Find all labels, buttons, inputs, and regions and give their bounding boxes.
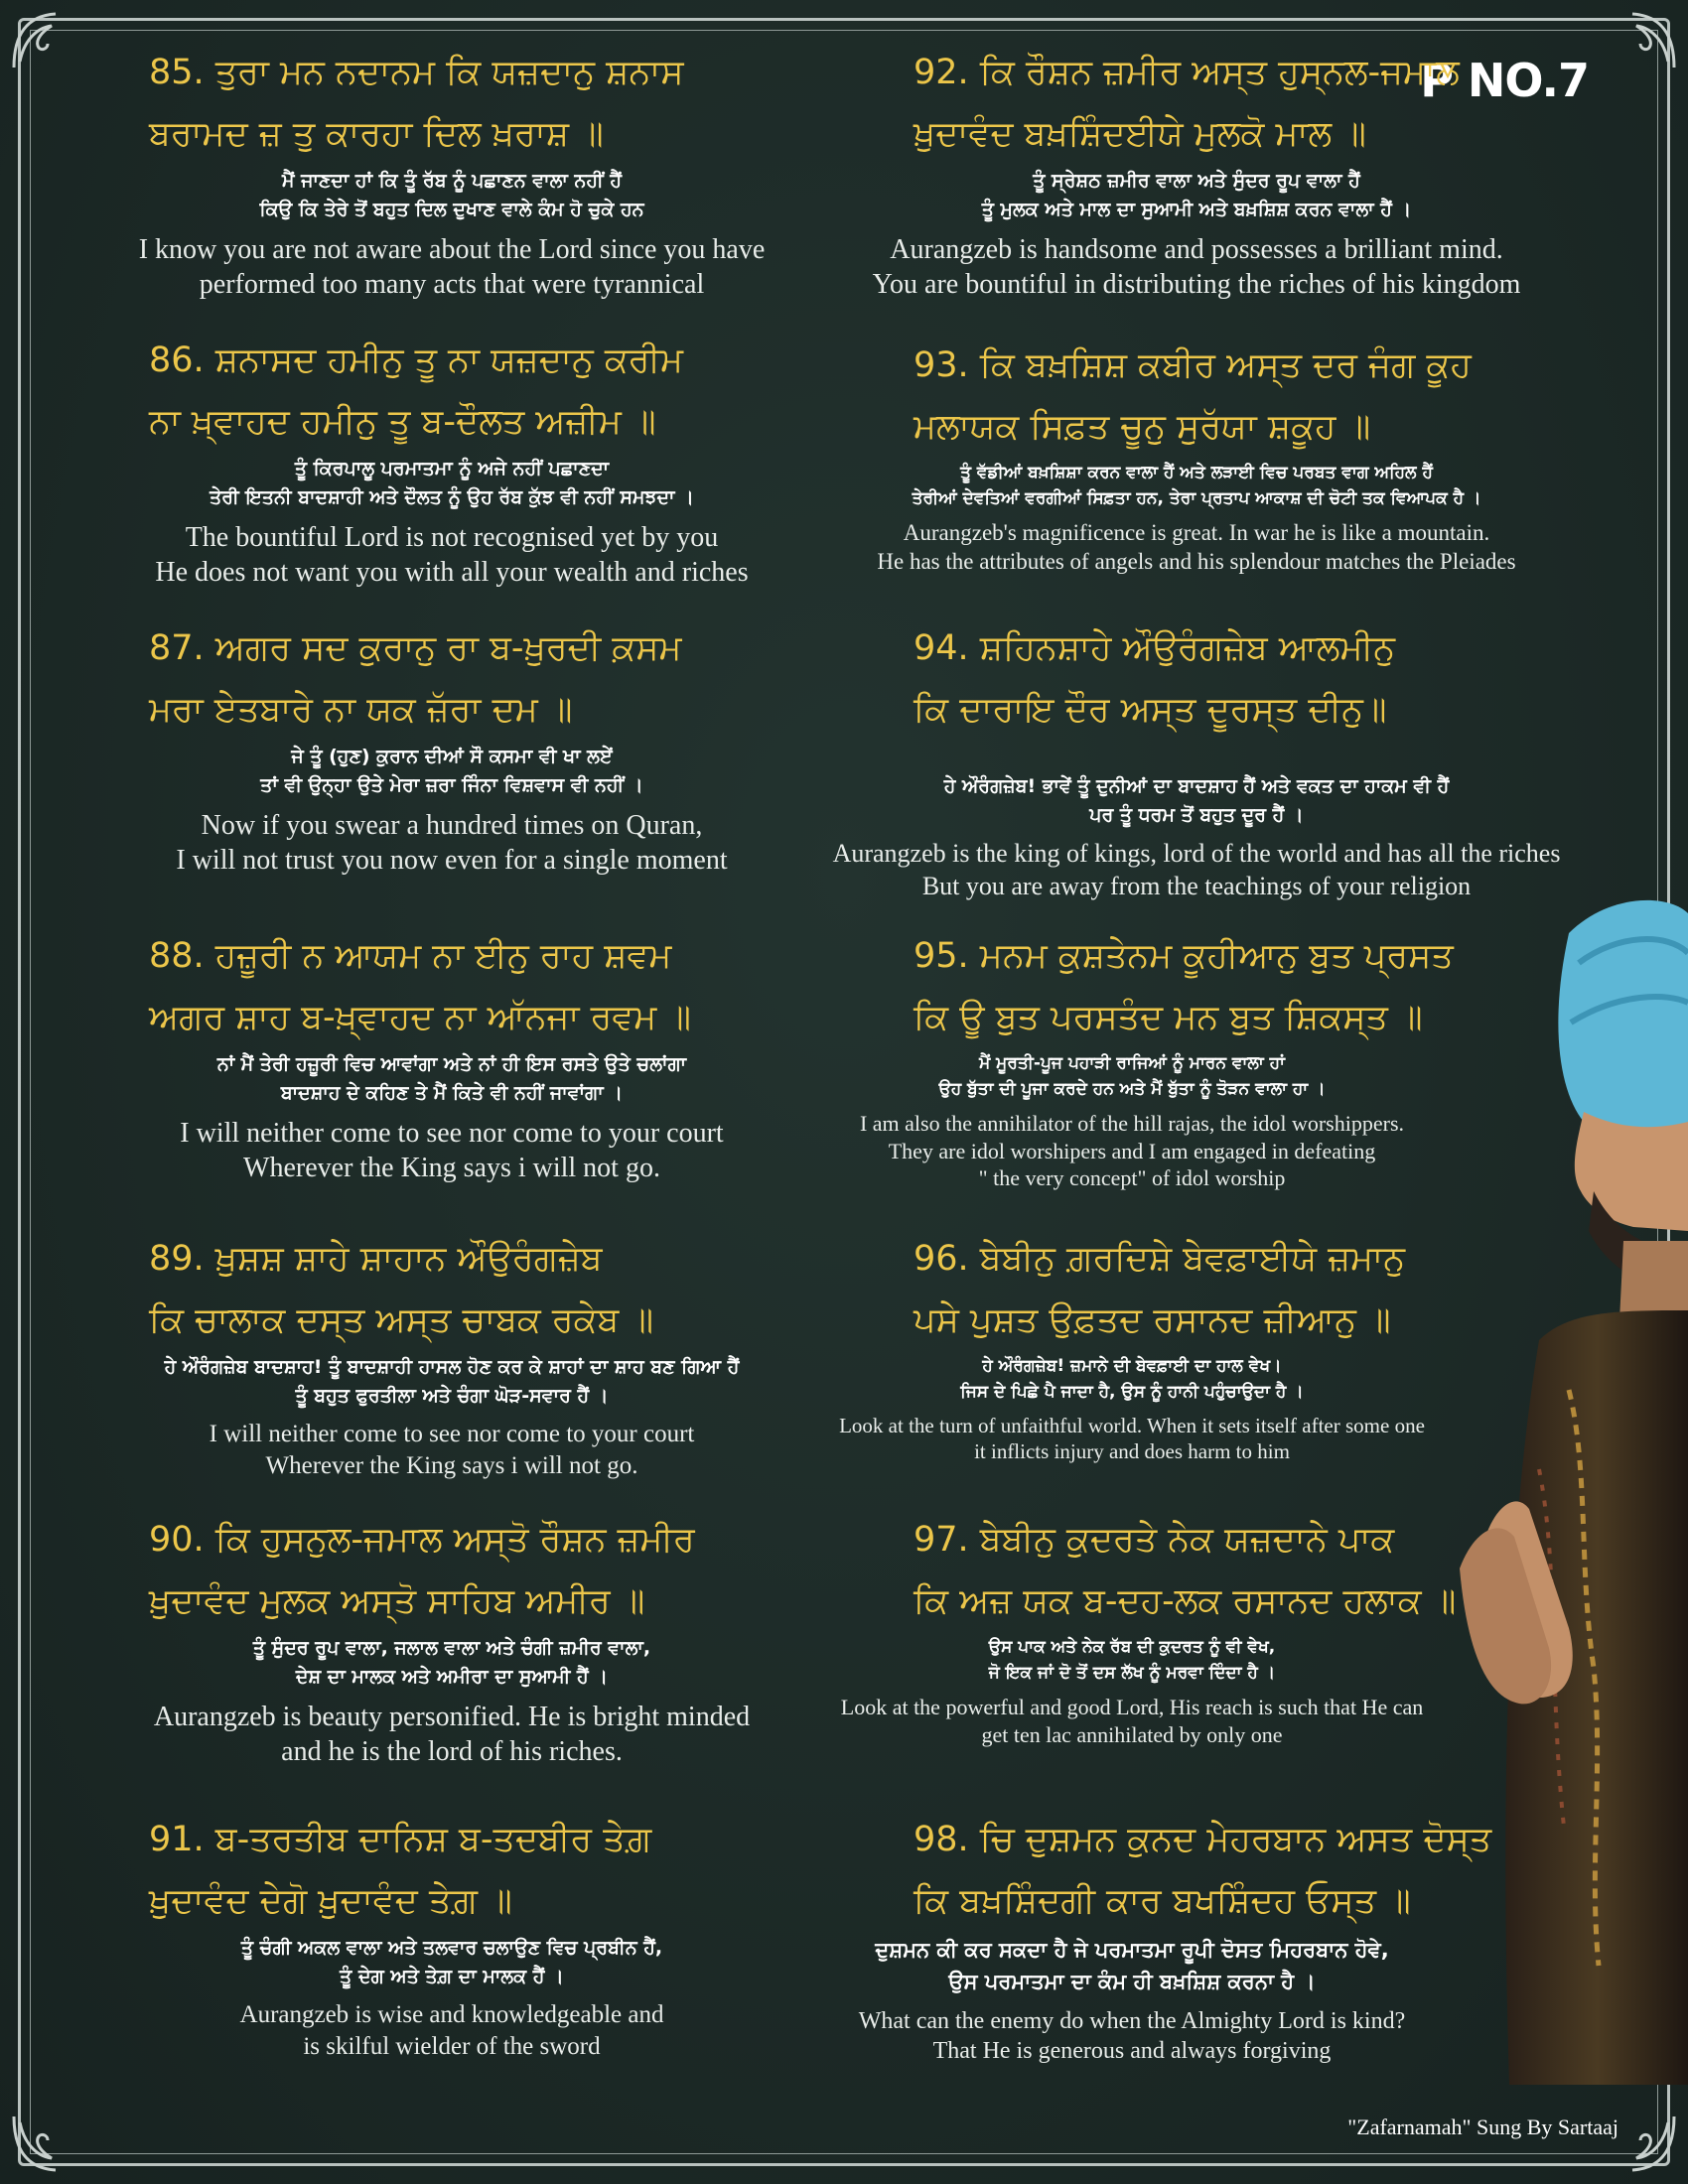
verse-gurmukhi-line-2: ਮਲਾਯਕ ਸਿਫ਼ਤ ਚੂਨੁ ਸੁਰੱਯਾ ਸ਼ਕੂਹ ॥ — [914, 406, 1371, 447]
verse-85 — [70, 52, 834, 302]
verse-gurmukhi-line-2: ਮਰਾ ਏਤਬਾਰੇ ਨਾ ਯਕ ਜ਼ੱਰਾ ਦਮ ॥ — [149, 689, 573, 730]
verse-97 — [814, 1519, 1457, 1748]
punjabi-translation-1: ਤੂੰ ਕਿਰਪਾਲੂ ਪਰਮਾਤਮਾ ਨੂੰ ਅਜੇ ਨਹੀਂ ਪਛਾਣਦਾ — [294, 457, 610, 479]
punjabi-translation-1: ਦੁਸ਼ਮਨ ਕੀ ਕਰ ਸਕਦਾ ਹੈ ਜੇ ਪਰਮਾਤਮਾ ਰੂਪੀ ਦੋਸਤ ਮਿਹਰਬਾਨ ਹੋਵੇ, — [875, 1937, 1389, 1962]
english-translation-1: What can the enemy do when the Almighty Lord is kind? — [858, 2007, 1406, 2034]
verse-95 — [814, 935, 1454, 1192]
punjabi-translation-1: ਤੂੰ ਚੰਗੀ ਅਕਲ ਵਾਲਾ ਅਤੇ ਤਲਵਾਰ ਚਲਾਉਣ ਵਿਚ ਪ੍ਰਬੀਨ ਹੈਂ, — [240, 1936, 663, 1959]
english-translation-1: Aurangzeb is the king of kings, lord of the world and has all the riches — [832, 839, 1561, 869]
english-translation-1: I am also the annihilator of the hill rajas, the idol worshippers. — [859, 1111, 1405, 1137]
english-translation-1: Aurangzeb's magnificence is great. In war he is like a mountain. — [903, 520, 1490, 546]
punjabi-translation-2: ਤੂੰ ਬਹੁਤ ਫੁਰਤੀਲਾ ਅਤੇ ਚੰਗਾ ਘੋੜ-ਸਵਾਰ ਹੈਂ । — [295, 1384, 609, 1407]
punjabi-translation-1: ਤੂੰ ਵੱਡੀਆਂ ਬਖ਼ਸ਼ਿਸ਼ਾ ਕਰਨ ਵਾਲਾ ਹੈਂ ਅਤੇ ਲੜਾਈ ਵਿਚ ਪਰਬਤ ਵਾਗ ਅਹਿਲ ਹੈਂ — [960, 462, 1433, 482]
verse-98 — [814, 1819, 1492, 2066]
english-translation-1: I will neither come to see nor come to your court — [209, 1421, 695, 1448]
english-translation-2: He has the attributes of angels and his splendour matches the Pleiades — [877, 548, 1516, 574]
english-translation-3: " the very concept" of idol worship — [978, 1165, 1286, 1191]
english-translation-1: The bountiful Lord is not recognised yet by you — [185, 522, 719, 554]
english-translation-1: Aurangzeb is beauty personified. He is bright minded — [153, 1702, 751, 1733]
verse-87 — [70, 627, 834, 878]
punjabi-translation-2: ਬਾਦਸ਼ਾਹ ਦੇ ਕਹਿਣ ਤੇ ਮੈਂ ਕਿਤੇ ਵੀ ਨਹੀਂ ਜਾਵਾਂਗਾ । — [280, 1081, 624, 1104]
verse-gurmukhi-line-1: 90. ਕਿ ਹੁਸਨੁਲ-ਜਮਾਲ ਅਸ੍ਤੋ ਰੌਸ਼ਨ ਜ਼ਮੀਰ — [149, 1520, 695, 1560]
punjabi-translation-1: ਹੇ ਔਰੰਗਜ਼ੇਬ! ਜ਼ਮਾਨੇ ਦੀ ਬੇਵਫ਼ਾਈ ਦਾ ਹਾਲ ਵੇਖ। — [982, 1355, 1282, 1376]
page-number: P NO.7 — [1420, 54, 1589, 107]
english-translation-1: I will neither come to see nor come to your court — [180, 1118, 724, 1150]
verse-gurmukhi-line-2: ਬਰਾਮਦ ਜ਼ ਤੁ ਕਾਰਹਾ ਦਿਲ ਖ਼ਰਾਸ਼ ॥ — [149, 113, 604, 154]
punjabi-translation-2: ਤੂੰ ਮੁਲਕ ਅਤੇ ਮਾਲ ਦਾ ਸੁਆਮੀ ਅਤੇ ਬਖ਼ਸ਼ਿਸ਼ ਕਰਨ ਵਾਲਾ ਹੈਂ । — [981, 198, 1412, 220]
verse-96 — [814, 1238, 1450, 1465]
singer-portrait-icon — [1420, 874, 1688, 2085]
corner-ornament-icon — [6, 2109, 75, 2178]
english-translation-1: Aurangzeb is handsome and possesses a brilliant mind. — [890, 234, 1503, 266]
punjabi-translation-1: ਤੂੰ ਸੁੰਦਰ ਰੂਪ ਵਾਲਾ, ਜਲਾਲ ਵਾਲਾ ਅਤੇ ਚੰਗੀ ਜ਼ਮੀਰ ਵਾਲਾ, — [252, 1636, 651, 1659]
punjabi-translation-2: ਉਸ ਪਰਮਾਤਮਾ ਦਾ ਕੰਮ ਹੀ ਬਖ਼ਸ਼ਿਸ਼ ਕਰਨਾ ਹੈ । — [948, 1970, 1316, 1994]
verse-gurmukhi-line-2: ਕਿ ਚਾਲਾਕ ਦਸ੍ਤ ਅਸ੍ਤ ਚਾਬਕ ਰਕੇਬ ॥ — [149, 1299, 654, 1340]
verse-gurmukhi-line-2: ਖ਼ੁਦਾਵੰਦ ਦੇਗੋ ਖ਼ੁਦਾਵੰਦ ਤੇਗ਼ ॥ — [149, 1880, 512, 1921]
english-translation-2: You are bountiful in distributing the riches of his kingdom — [872, 269, 1521, 301]
verse-91 — [70, 1819, 834, 2062]
verse-90 — [70, 1519, 834, 1769]
verse-88 — [70, 935, 834, 1185]
verse-gurmukhi-line-1: 98. ਚਿ ਦੁਸ਼ਮਨ ਕੁਨਦ ਮੇਹਰਬਾਨ ਅਸਤ ਦੋਸ੍ਤ — [914, 1820, 1492, 1859]
verse-gurmukhi-line-1: 93. ਕਿ ਬਖ਼ਸ਼ਿਸ਼ ਕਬੀਰ ਅਸ੍ਤ ਦਰ ਜੰਗ ਕੂਹ — [914, 345, 1472, 385]
punjabi-translation-2: ਤੂੰ ਦੇਗ ਅਤੇ ਤੇਗ਼ ਦਾ ਮਾਲਕ ਹੈਂ । — [340, 1965, 564, 1987]
english-translation-2: is skilful wielder of the sword — [303, 2032, 601, 2060]
punjabi-translation-1: ਜੇ ਤੂੰ (ਹੁਣ) ਕੁਰਾਨ ਦੀਆਂ ਸੌ ਕਸਮਾ ਵੀ ਖਾ ਲਏਂ — [291, 745, 613, 767]
english-translation-1: Aurangzeb is wise and knowledgeable and — [239, 2001, 664, 2029]
verse-94 — [814, 627, 1579, 902]
punjabi-translation-2: ਤੇਰੀ ਇਤਨੀ ਬਾਦਸ਼ਾਹੀ ਅਤੇ ਦੌਲਤ ਨੂੰ ਉਹ ਰੱਬ ਕੁੱਝ ਵੀ ਨਹੀਂ ਸਮਝਦਾ । — [210, 485, 694, 508]
verse-gurmukhi-line-1: 92. ਕਿ ਰੌਸ਼ਨ ਜ਼ਮੀਰ ਅਸ੍ਤ ਹੁਸ੍ਨਲ-ਜਮਾਲ — [914, 53, 1460, 92]
english-translation-1: Now if you swear a hundred times on Quran, — [201, 810, 703, 842]
english-translation-2: performed too many acts that were tyrannical — [199, 269, 705, 301]
english-translation-2: get ten lac annihilated by only one — [981, 1721, 1283, 1747]
verse-gurmukhi-line-2: ਖ਼ੁਦਾਵੰਦ ਮੁਲਕ ਅਸ੍ਤੋ ਸਾਹਿਬ ਅਮੀਰ ॥ — [149, 1580, 645, 1621]
verse-gurmukhi-line-1: 87. ਅਗਰ ਸਦ ਕੁਰਾਨੁ ਰਾ ਬ-ਖ਼ੁਰਦੀ ਕ਼ਸਮ — [149, 628, 682, 668]
verse-gurmukhi-line-2: ਕਿ ਅਜ਼ ਯਕ ਬ-ਦਹ-ਲਕ ਰਸਾਨਦ ਹਲਾਕ ॥ — [914, 1580, 1457, 1621]
verse-gurmukhi-line-1: 85. ਤੁਰਾ ਮਨ ਨਦਾਨਮ ਕਿ ਯਜ਼ਦਾਨੁ ਸ਼ਨਾਸ — [149, 53, 684, 92]
english-translation-2: But you are away from the teachings of your religion — [921, 871, 1472, 900]
punjabi-translation-2: ਪਰ ਤੂੰ ਧਰਮ ਤੋਂ ਬਹੁਤ ਦੂਰ ਹੈਂ । — [1089, 803, 1304, 826]
verse-gurmukhi-line-2: ਖ਼ੁਦਾਵੰਦ ਬਖ਼ਸ਼ਿੰਦਈਯੇ ਮੁਲਕੋ ਮਾਲ ॥ — [914, 113, 1366, 154]
punjabi-translation-1: ਹੇ ਔਰੰਗਜ਼ੇਬ! ਭਾਵੇਂ ਤੂੰ ਦੁਨੀਆਂ ਦਾ ਬਾਦਸ਼ਾਹ ਹੈਂ ਅਤੇ ਵਕਤ ਦਾ ਹਾਕਮ ਵੀ ਹੈਂ — [943, 774, 1450, 797]
verse-gurmukhi-line-2: ਕਿ ਊ ਬੁਤ ਪਰਸਤੰਦ ਮਨ ਬੁਤ ਸ਼ਿਕਸ੍ਤ ॥ — [914, 997, 1423, 1037]
verse-gurmukhi-line-2: ਪਸੇ ਪੁਸ਼ਤ ਉਫ਼ਤਦ ਰਸਾਨਦ ਜ਼ੀਆਨੁ ॥ — [914, 1299, 1391, 1340]
english-translation-2: it inflicts injury and does harm to him — [974, 1439, 1290, 1464]
punjabi-translation-1: ਨਾਂ ਮੈਂ ਤੇਰੀ ਹਜ਼ੂਰੀ ਵਿਚ ਆਵਾਂਗਾ ਅਤੇ ਨਾਂ ਹੀ ਇਸ ਰਸਤੇ ਉਤੇ ਚਲਾਂਗਾ — [216, 1052, 687, 1075]
verse-gurmukhi-line-1: 96. ਬੇਬੀਨੁ ਗ਼ਰਦਿਸ਼ੇ ਬੇਵਫ਼ਾਈਯੇ ਜ਼ਮਾਨੁ — [914, 1239, 1405, 1279]
punjabi-translation-2: ਤਾਂ ਵੀ ਉਨ੍ਹਾ ਉਤੇ ਮੇਰਾ ਜ਼ਰਾ ਜਿੰਨਾ ਵਿਸ਼ਵਾਸ ਵੀ ਨਹੀਂ । — [260, 773, 643, 796]
punjabi-translation-2: ਤੇਰੀਆਂ ਦੇਵਤਿਆਂ ਵਰਗੀਆਂ ਸਿਫ਼ਤਾ ਹਨ, ਤੇਰਾ ਪ੍ਰਤਾਪ ਆਕਾਸ਼ ਦੀ ਚੋਟੀ ਤਕ ਵਿਆਪਕ ਹੈ । — [912, 487, 1481, 508]
verse-gurmukhi-line-2: ਨਾ ਖ਼੍ਵਾਹਦ ਹਮੀਨੁ ਤੂ ਬ-ਦੌਲਤ ਅਜ਼ੀਮ ॥ — [149, 401, 656, 442]
verse-gurmukhi-line-1: 86. ਸ਼ਨਾਸਦ ਹਮੀਨੁ ਤੂ ਨਾ ਯਜ਼ਦਾਨੁ ਕਰੀਮ — [149, 341, 684, 380]
corner-ornament-icon — [1613, 2109, 1682, 2178]
english-translation-2: Wherever the King says i will not go. — [265, 1451, 638, 1479]
verse-92 — [814, 52, 1579, 302]
verse-gurmukhi-line-1: 95. ਮਨਮ ਕੁਸ਼ਤੇਨਮ ਕੂਹੀਆਨੁ ਬੁਤ ਪ੍ਰਸਤ — [914, 936, 1454, 976]
punjabi-translation-2: ਜਿਸ ਦੇ ਪਿਛੇ ਪੈ ਜਾਦਾ ਹੈ, ਉਸ ਨੂੰ ਹਾਨੀ ਪਹੁੰਚਾਉਦਾ ਹੈ । — [960, 1381, 1304, 1402]
punjabi-translation-1: ਮੈਂ ਜਾਣਦਾ ਹਾਂ ਕਿ ਤੂੰ ਰੱਬ ਨੂੰ ਪਛਾਣਨ ਵਾਲਾ ਨਹੀਂ ਹੈਂ — [281, 169, 623, 192]
verse-gurmukhi-line-1: 91. ਬ-ਤਰਤੀਬ ਦਾਨਿਸ਼ ਬ-ਤਦਬੀਰ ਤੇਗ਼ — [149, 1820, 652, 1859]
verse-89 — [70, 1238, 834, 1481]
english-translation-1: Look at the turn of unfaithful world. When it sets itself after some one — [839, 1414, 1425, 1438]
corner-ornament-icon — [1613, 6, 1682, 75]
english-translation-2: They are idol worshipers and I am engaged in defeating — [888, 1138, 1376, 1163]
punjabi-translation-1: ਤੂੰ ਸ੍ਰੇਸ਼ਠ ਜ਼ਮੀਰ ਵਾਲਾ ਅਤੇ ਸੁੰਦਰ ਰੂਪ ਵਾਲਾ ਹੈਂ — [1033, 169, 1360, 192]
english-translation-2: I will not trust you now even for a single moment — [176, 845, 728, 877]
punjabi-translation-1: ਮੈਂ ਮੂਰਤੀ-ਪੂਜ ਪਹਾੜੀ ਰਾਜਿਆਂ ਨੂੰ ਮਾਰਨ ਵਾਲਾ ਹਾਂ — [979, 1052, 1285, 1073]
english-translation-2: Wherever the King says i will not go. — [243, 1153, 660, 1184]
verse-gurmukhi-line-2: ਕਿ ਦਾਰਾਇ ਦੌਰ ਅਸ੍ਤ ਦੂਰਸ੍ਤ ਦੀਨੁ॥ — [914, 689, 1387, 730]
english-translation-2: and he is the lord of his riches. — [281, 1736, 623, 1768]
punjabi-translation-2: ਜੋ ਇਕ ਜਾਂ ਦੋ ਤੋਂ ਦਸ ਲੱਖ ਨੂੰ ਮਰਵਾ ਦਿੰਦਾ ਹੈ । — [988, 1662, 1276, 1683]
corner-ornament-icon — [6, 6, 75, 75]
verse-gurmukhi-line-2: ਕਿ ਬਖ਼ਸ਼ਿੰਦਗੀ ਕਾਰ ਬਖਸ਼ਿੰਦਹ ਓਸ੍ਤ ॥ — [914, 1880, 1411, 1921]
english-translation-2: That He is generous and always forgiving — [932, 2037, 1332, 2064]
verse-86 — [70, 340, 834, 590]
verse-gurmukhi-line-1: 88. ਹਜ਼ੂਰੀ ਨ ਆਯਮ ਨਾ ਈਨੁ ਰਾਹ ਸ਼ਵਮ — [149, 936, 672, 976]
punjabi-translation-2: ਉਹ ਬੁੱਤਾ ਦੀ ਪੂਜਾ ਕਰਦੇ ਹਨ ਅਤੇ ਮੈਂ ਬੁੱਤਾ ਨੂੰ ਤੋੜਨ ਵਾਲਾ ਹਾ । — [938, 1078, 1326, 1099]
verse-93 — [814, 344, 1579, 577]
english-translation-1: Look at the powerful and good Lord, His reach is such that He can — [840, 1695, 1424, 1720]
punjabi-translation-2: ਕਿਉ ਕਿ ਤੇਰੇ ਤੋਂ ਬਹੁਤ ਦਿਲ ਦੁਖਾਣ ਵਾਲੇ ਕੰਮ ਹੋ ਚੁਕੇ ਹਨ — [259, 198, 644, 220]
punjabi-translation-1: ਹੇ ਔਰੰਗਜ਼ੇਬ ਬਾਦਸ਼ਾਹ! ਤੂੰ ਬਾਦਸ਼ਾਹੀ ਹਾਸਲ ਹੋਣ ਕਰ ਕੇ ਸ਼ਾਹਾਂ ਦਾ ਸ਼ਾਹ ਬਣ ਗਿਆ ਹੈਂ — [164, 1355, 740, 1378]
verse-gurmukhi-line-2: ਅਗਰ ਸ਼ਾਹ ਬ-ਖ਼੍ਵਾਹਦ ਨਾ ਆੱਨਜਾ ਰਵਮ ॥ — [149, 997, 691, 1037]
english-translation-2: He does not want you with all your wealth and riches — [155, 557, 749, 589]
verse-gurmukhi-line-1: 94. ਸ਼ਹਿਨਸ਼ਾਹੇ ਔਉਰੰਗਜ਼ੇਬ ਆਲਮੀਨੁ — [914, 628, 1396, 668]
english-translation-1: I know you are not aware about the Lord since you have — [138, 234, 766, 266]
credit-caption: "Zafarnamah" Sung By Sartaaj — [1347, 2115, 1618, 2139]
punjabi-translation-1: ਉਸ ਪਾਕ ਅਤੇ ਨੇਕ ਰੱਬ ਦੀ ਕੁਦਰਤ ਨੂੰ ਵੀ ਵੇਖ, — [988, 1636, 1276, 1657]
verse-gurmukhi-line-1: 97. ਬੇਬੀਨੁ ਕੁਦਰਤੇ ਨੇਕ ਯਜ਼ਦਾਨੇ ਪਾਕ — [914, 1520, 1395, 1560]
verse-gurmukhi-line-1: 89. ਖ਼ੁਸ਼ਸ਼ ਸ਼ਾਹੇ ਸ਼ਾਹਾਨ ਔਉਰੰਗਜ਼ੇਬ — [149, 1239, 603, 1279]
punjabi-translation-2: ਦੇਸ਼ ਦਾ ਮਾਲਕ ਅਤੇ ਅਮੀਰਾ ਦਾ ਸੁਆਮੀ ਹੈਂ । — [295, 1665, 609, 1688]
